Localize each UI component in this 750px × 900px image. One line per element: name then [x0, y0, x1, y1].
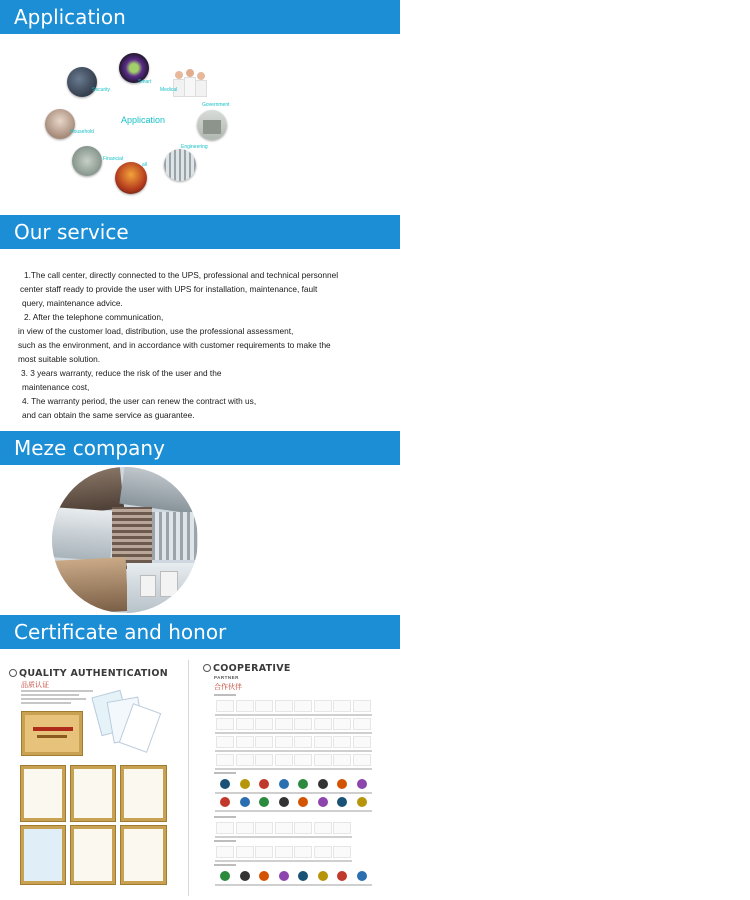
- partner-logo: [333, 846, 351, 858]
- partner-logo: [333, 736, 351, 748]
- partner-logo: [216, 870, 234, 882]
- partner-logo: [314, 870, 332, 882]
- partner-logo: [216, 778, 234, 790]
- financial-label: Financial: [103, 156, 124, 162]
- partner-logo: [236, 700, 254, 712]
- partner-logo-caption: [332, 750, 352, 752]
- partner-logo-caption: [235, 884, 255, 886]
- cooperative-title: [203, 663, 291, 674]
- partner-logo: [255, 718, 273, 730]
- partner-logo: [255, 846, 273, 858]
- partner-logo-caption: [254, 732, 274, 734]
- partner-logo-caption: [313, 810, 333, 812]
- service-line: 2. After the telephone communication,: [24, 312, 164, 322]
- partner-logo: [314, 778, 332, 790]
- cooperative-title-cn: 合作伙伴: [214, 684, 242, 691]
- partner-logo-caption: [332, 836, 352, 838]
- service-line: 1.The call center, directly connected to the UPS, professional and technical personnel: [24, 270, 339, 280]
- service-description: [18, 268, 338, 422]
- service-line: 4. The warranty period, the user can renew the contract with us,: [22, 396, 257, 406]
- partner-logo: [333, 870, 351, 882]
- partner-logo-caption: [215, 884, 235, 886]
- partner-logo-caption: [215, 810, 235, 812]
- section-header-certificate: Certificate and honor: [0, 615, 400, 649]
- partner-logo: [294, 700, 312, 712]
- partner-logo-caption: [254, 860, 274, 862]
- partner-logo: [275, 778, 293, 790]
- quality-title-text: QUALITY AUTHENTICATION: [19, 668, 168, 679]
- partner-logo: [314, 700, 332, 712]
- partner-logo: [275, 822, 293, 834]
- application-center-label: Application: [121, 115, 166, 125]
- partner-category-label: [214, 772, 236, 774]
- certificate-frame: [70, 825, 116, 885]
- partner-logo-caption: [352, 792, 372, 794]
- partner-category-label: [214, 816, 236, 818]
- partner-logo: [314, 718, 332, 730]
- service-line: maintenance cost,: [22, 382, 90, 392]
- partner-logo: [216, 822, 234, 834]
- partner-logo: [275, 870, 293, 882]
- service-line: query, maintenance advice.: [22, 298, 123, 308]
- partner-logo-caption: [235, 750, 255, 752]
- service-line: most suitable solution.: [18, 354, 101, 364]
- partner-logo: [236, 736, 254, 748]
- application-diagram: [0, 34, 400, 215]
- partner-logo-caption: [274, 714, 294, 716]
- partner-logo: [294, 778, 312, 790]
- award-plaque: [21, 711, 83, 756]
- partner-logo: [255, 754, 273, 766]
- partner-logo: [255, 822, 273, 834]
- quality-authentication-panel: [0, 649, 185, 900]
- quality-title-cn: 品质认证: [21, 682, 49, 689]
- partner-logo: [333, 754, 351, 766]
- partner-logo: [236, 754, 254, 766]
- partner-logo-caption: [254, 792, 274, 794]
- cooperative-subtitle: PARTNER: [214, 675, 239, 680]
- partner-logo-caption: [293, 732, 313, 734]
- partner-logo-caption: [215, 792, 235, 794]
- partner-logo: [294, 736, 312, 748]
- partner-logo: [353, 796, 371, 808]
- partner-logo: [294, 870, 312, 882]
- partner-logo-grid: [214, 692, 374, 892]
- partner-logo-caption: [235, 714, 255, 716]
- partner-logo: [353, 778, 371, 790]
- partner-logo: [236, 846, 254, 858]
- smart-label: Smart: [138, 79, 152, 85]
- section-divider: [188, 660, 189, 896]
- partner-logo-caption: [215, 732, 235, 734]
- partner-logo: [294, 754, 312, 766]
- partner-logo-caption: [293, 714, 313, 716]
- partner-logo: [333, 796, 351, 808]
- partner-logo-caption: [274, 732, 294, 734]
- partner-logo: [275, 718, 293, 730]
- quality-title: [9, 668, 168, 679]
- engineering-image: [164, 149, 196, 181]
- partner-logo-caption: [254, 750, 274, 752]
- company-photo-collage: [52, 467, 198, 613]
- partner-logo-caption: [293, 810, 313, 812]
- partner-logo-caption: [215, 768, 235, 770]
- partner-logo: [275, 736, 293, 748]
- partner-logo: [216, 754, 234, 766]
- partner-logo: [333, 822, 351, 834]
- partner-logo-caption: [293, 750, 313, 752]
- partner-logo-caption: [332, 768, 352, 770]
- partner-logo: [255, 870, 273, 882]
- service-line: 3. 3 years warranty, reduce the risk of the user and the: [21, 368, 222, 378]
- partner-logo: [255, 700, 273, 712]
- partner-logo: [294, 822, 312, 834]
- partner-logo: [333, 778, 351, 790]
- service-line: in view of the customer load, distribution, use the professional assessment,: [18, 326, 294, 336]
- partner-logo: [275, 846, 293, 858]
- arrow-circle-icon: [203, 664, 211, 672]
- partner-logo-caption: [313, 732, 333, 734]
- government-image: [197, 110, 227, 140]
- partner-logo: [236, 718, 254, 730]
- section-header-application: Application: [0, 0, 400, 34]
- partner-logo: [353, 736, 371, 748]
- partner-logo-caption: [313, 768, 333, 770]
- partner-logo-caption: [332, 860, 352, 862]
- partner-logo: [236, 796, 254, 808]
- certificate-frame: [120, 765, 167, 822]
- partner-logo-caption: [274, 884, 294, 886]
- partner-logo: [275, 700, 293, 712]
- partner-logo-caption: [274, 836, 294, 838]
- partner-logo: [294, 846, 312, 858]
- partner-logo: [275, 796, 293, 808]
- financial-image: [72, 146, 102, 176]
- partner-logo: [255, 736, 273, 748]
- partner-logo-caption: [254, 810, 274, 812]
- partner-logo: [314, 846, 332, 858]
- partner-logo: [333, 718, 351, 730]
- partner-logo-caption: [352, 810, 372, 812]
- partner-logo-caption: [352, 714, 372, 716]
- partner-logo-caption: [235, 810, 255, 812]
- partner-logo-caption: [274, 860, 294, 862]
- partner-logo: [353, 870, 371, 882]
- partner-category-label: [214, 840, 236, 842]
- partner-category-label: [214, 864, 236, 866]
- partner-logo-caption: [274, 792, 294, 794]
- partner-logo: [255, 796, 273, 808]
- partner-logo: [216, 736, 234, 748]
- partner-logo: [353, 718, 371, 730]
- certificate-frame: [20, 825, 66, 885]
- partner-logo-caption: [215, 860, 235, 862]
- medical-label: Medical: [160, 87, 178, 93]
- partner-logo: [216, 846, 234, 858]
- all-label: all: [142, 162, 148, 168]
- partner-logo: [314, 736, 332, 748]
- partner-logo-caption: [235, 792, 255, 794]
- partner-logo-caption: [313, 750, 333, 752]
- partner-logo: [314, 754, 332, 766]
- partner-logo-caption: [313, 860, 333, 862]
- arrow-circle-icon: [9, 669, 17, 677]
- partner-logo: [353, 754, 371, 766]
- partner-logo-caption: [332, 810, 352, 812]
- partner-logo-caption: [352, 884, 372, 886]
- partner-logo: [333, 700, 351, 712]
- partner-category-label: [214, 694, 236, 696]
- certificate-frame: [120, 825, 167, 885]
- partner-logo-caption: [293, 860, 313, 862]
- partner-logo-caption: [215, 714, 235, 716]
- partner-logo-caption: [254, 768, 274, 770]
- partner-logo-caption: [313, 836, 333, 838]
- partner-logo: [216, 700, 234, 712]
- partner-logo-caption: [254, 836, 274, 838]
- partner-logo-caption: [293, 768, 313, 770]
- partner-logo: [216, 718, 234, 730]
- partner-logo: [314, 796, 332, 808]
- partner-logo: [255, 778, 273, 790]
- cooperative-title-text: COOPERATIVE: [213, 663, 291, 674]
- partner-logo: [236, 778, 254, 790]
- partner-logo-caption: [313, 884, 333, 886]
- section-header-company: Meze company: [0, 431, 400, 465]
- partner-logo-caption: [313, 714, 333, 716]
- partner-logo-caption: [235, 768, 255, 770]
- service-line: center staff ready to provide the user with UPS for installation, maintenance, fault: [20, 284, 318, 294]
- partner-logo-caption: [235, 836, 255, 838]
- partner-logo-caption: [332, 884, 352, 886]
- partner-logo-caption: [293, 792, 313, 794]
- certificate-frame: [70, 765, 116, 822]
- certificate-frame: [20, 765, 66, 822]
- partner-logo: [294, 796, 312, 808]
- quality-description-lines: [21, 690, 93, 706]
- medical-image: [172, 67, 208, 99]
- partner-logo-caption: [215, 836, 235, 838]
- service-line: and can obtain the same service as guarantee.: [22, 410, 195, 420]
- partner-logo-caption: [313, 792, 333, 794]
- partner-logo-caption: [254, 714, 274, 716]
- partner-logo-caption: [254, 884, 274, 886]
- partner-logo-caption: [352, 732, 372, 734]
- partner-logo-caption: [293, 836, 313, 838]
- partner-logo: [236, 822, 254, 834]
- partner-logo-caption: [293, 884, 313, 886]
- government-label: Government: [202, 102, 230, 108]
- partner-logo-caption: [274, 810, 294, 812]
- partner-logo-caption: [352, 750, 372, 752]
- partner-logo: [275, 754, 293, 766]
- security-label: Security: [92, 87, 111, 93]
- service-line: such as the environment, and in accordance with customer requirements to make the: [18, 340, 331, 350]
- partner-logo-caption: [332, 792, 352, 794]
- engineering-label: Engineering: [181, 144, 208, 150]
- partner-logo-caption: [274, 768, 294, 770]
- partner-logo: [236, 870, 254, 882]
- partner-logo-caption: [235, 732, 255, 734]
- partner-logo: [314, 822, 332, 834]
- partner-logo: [294, 718, 312, 730]
- partner-logo-caption: [235, 860, 255, 862]
- section-header-service: Our service: [0, 215, 400, 249]
- partner-logo-caption: [332, 732, 352, 734]
- partner-logo: [353, 700, 371, 712]
- partner-logo-caption: [215, 750, 235, 752]
- household-label: Household: [70, 129, 94, 135]
- partner-logo-caption: [352, 768, 372, 770]
- partner-logo-caption: [274, 750, 294, 752]
- partner-logo: [216, 796, 234, 808]
- partner-logo-caption: [332, 714, 352, 716]
